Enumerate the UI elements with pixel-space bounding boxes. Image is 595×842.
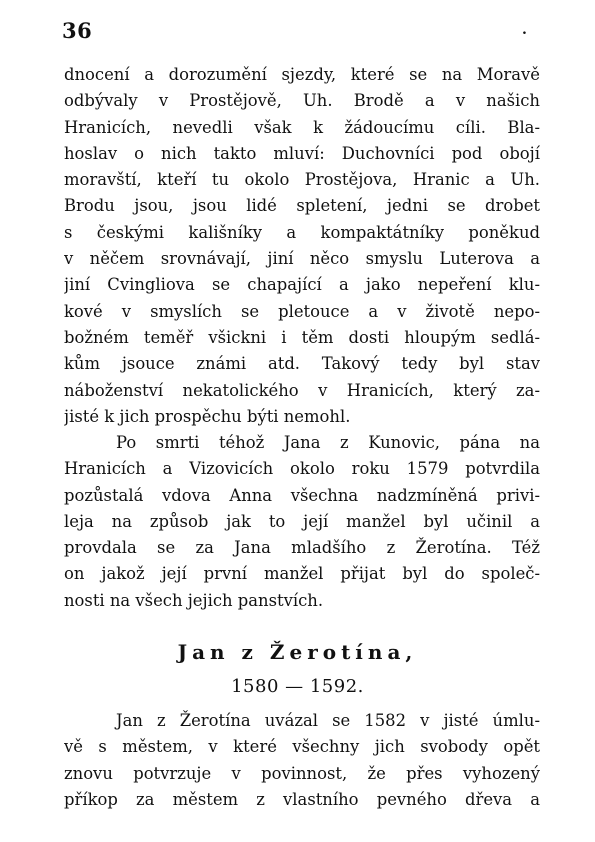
text-line: Po smrti téhož Jana z Kunovic, pána na [116, 433, 540, 452]
text-line: Hranicích, nevedli však k žádoucímu cíli. Bla- [64, 117, 540, 137]
text-line: odbývaly v Prostějově, Uh. Brodě a v našich [64, 91, 540, 111]
text-line: Jan z Žerotína uvázal se 1582 v jisté úmlu- [116, 711, 540, 730]
paragraph-2 [64, 430, 540, 614]
corner-mark: . [522, 22, 527, 38]
paragraph-3 [64, 708, 540, 813]
text-line: nosti na všech jejich panstvích. [64, 590, 324, 610]
text-line: jiní Cvingliova se chapající a jako nepeření klu- [64, 275, 540, 295]
paragraph-1 [64, 62, 540, 430]
text-line: hoslav o nich takto mluví: Duchovníci pod obojí [64, 143, 540, 163]
text-line: příkop za městem z vlastního pevného dřeva a [64, 789, 540, 809]
text-line: on jakož její první manžel přijat byl do společ- [64, 564, 540, 584]
text-line: Hranicích a Vizovicích okolo roku 1579 potvrdila [64, 459, 540, 479]
text-line: kové v smyslích se pletouce a v životě nepo- [64, 301, 540, 321]
text-line: božném teměř všickni i těm dosti hloupým sedlá- [64, 327, 540, 347]
page-number: 36 [62, 18, 93, 43]
section-years: 1580 — 1592. [231, 676, 364, 697]
text-line: leja na způsob jak to její manžel byl učinil a [64, 511, 540, 531]
text-line: provdala se za Jana mladšího z Žerotína. Též [64, 538, 540, 558]
text-line: s českými kališníky a kompaktátníky poněkud [64, 222, 540, 242]
text-line: náboženství nekatolického v Hranicích, který za- [64, 380, 540, 400]
text-line: Brodu jsou, jsou lidé spletení, jedni se drobet [64, 196, 540, 216]
text-line: jisté k jich prospěchu býti nemohl. [64, 406, 351, 426]
text-line: vě s městem, v které všechny jich svobody opět [64, 737, 540, 757]
text-line: dnocení a dorozumění sjezdy, které se na Moravě [64, 65, 540, 84]
text-line: znovu potvrzuje v povinnost, že přes vyhozený [64, 763, 540, 783]
text-line: v něčem srovnávají, jiní něco smyslu Luterova a [64, 249, 540, 269]
text-line: pozůstalá vdova Anna všechna nadzmíněná privi- [64, 485, 540, 505]
section-title: Jan z Žerotína, [177, 640, 418, 664]
text-line: kům jsouce známi atd. Takový tedy byl stav [64, 354, 540, 374]
text-line: moravští, kteří tu okolo Prostějova, Hranic a Uh. [64, 170, 540, 190]
